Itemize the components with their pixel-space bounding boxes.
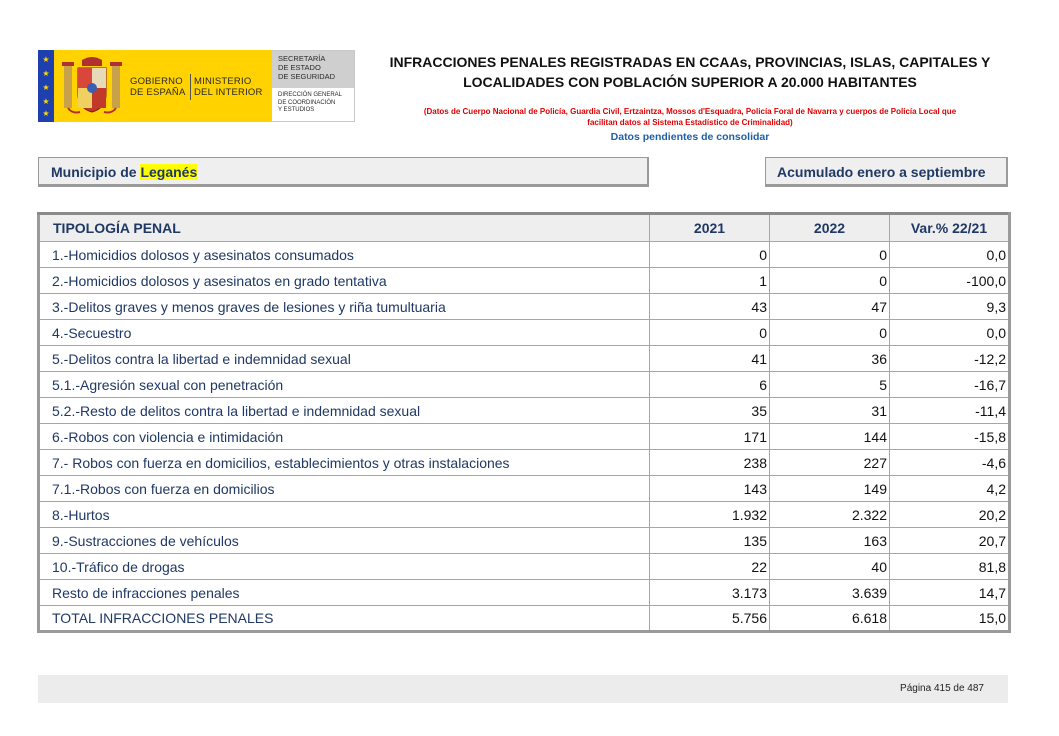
row-label: 5.1.-Agresión sexual con penetración: [39, 372, 650, 398]
row-label: 4.-Secuestro: [39, 320, 650, 346]
row-variation: 15,0: [890, 606, 1010, 632]
table-row: [39, 450, 1010, 476]
source-note: [385, 106, 995, 128]
gobierno-de-espana-text: [130, 76, 188, 98]
row-label: 7.- Robos con fuerza en domicilios, establecimientos y otras instalaciones: [39, 450, 650, 476]
sec-line-3: DE SEGURIDAD: [278, 72, 336, 81]
table-row: [39, 294, 1010, 320]
secretaria-block: [271, 50, 355, 122]
row-value-2022: 163: [770, 528, 890, 554]
source-note-line-1: (Datos de Cuerpo Nacional de Policía, Guardia Civil, Ertzaintza, Mossos d'Esquadra, Policía Foral de Navarra y cuerpos de Policía Local que: [423, 107, 957, 116]
header-tipologia: TIPOLOGÍA PENAL: [39, 214, 650, 242]
page-number: Página 415 de 487: [900, 683, 984, 694]
direccion-text: [278, 92, 342, 115]
row-value-2022: 6.618: [770, 606, 890, 632]
row-variation: -100,0: [890, 268, 1010, 294]
row-value-2022: 36: [770, 346, 890, 372]
row-value-2021: 22: [650, 554, 770, 580]
row-variation: -4,6: [890, 450, 1010, 476]
row-label: 9.-Sustracciones de vehículos: [39, 528, 650, 554]
row-value-2022: 3.639: [770, 580, 890, 606]
row-label: Resto de infracciones penales: [39, 580, 650, 606]
table-row: [39, 268, 1010, 294]
table-row: [39, 242, 1010, 268]
gov-line-1: GOBIERNO: [130, 76, 183, 87]
row-variation: 0,0: [890, 242, 1010, 268]
source-note-line-2: facilitan datos al Sistema Estadístico de Criminalidad): [587, 118, 793, 127]
table-row: [39, 320, 1010, 346]
sec-line-1: SECRETARÍA: [278, 54, 326, 63]
secretaria-top: [272, 51, 354, 88]
row-variation: -12,2: [890, 346, 1010, 372]
page-title: [385, 52, 995, 92]
title-line-2: LOCALIDADES CON POBLACIÓN SUPERIOR A 20.000 HABITANTES: [463, 74, 917, 90]
row-value-2022: 144: [770, 424, 890, 450]
dir-line-3: Y ESTUDIOS: [278, 107, 315, 114]
row-label: 1.-Homicidios dolosos y asesinatos consumados: [39, 242, 650, 268]
row-value-2021: 43: [650, 294, 770, 320]
row-variation: 4,2: [890, 476, 1010, 502]
logo-divider: [190, 74, 191, 100]
header-2022: 2022: [770, 214, 890, 242]
table-body: [39, 242, 1010, 632]
row-value-2022: 2.322: [770, 502, 890, 528]
row-variation: 14,7: [890, 580, 1010, 606]
table-row: [39, 346, 1010, 372]
eu-star-icon: ★: [42, 55, 50, 64]
row-label: 2.-Homicidios dolosos y asesinatos en grado tentativa: [39, 268, 650, 294]
pending-note: Datos pendientes de consolidar: [610, 131, 770, 143]
secretaria-text: [278, 54, 335, 81]
table-row: [39, 502, 1010, 528]
ministry-logo: [38, 50, 355, 122]
row-value-2021: 5.756: [650, 606, 770, 632]
row-value-2021: 1: [650, 268, 770, 294]
table-row: [39, 372, 1010, 398]
row-value-2021: 238: [650, 450, 770, 476]
row-variation: 0,0: [890, 320, 1010, 346]
row-value-2022: 5: [770, 372, 890, 398]
table-row: [39, 398, 1010, 424]
eu-flag-stripe: [38, 50, 54, 122]
row-variation: 81,8: [890, 554, 1010, 580]
row-label: 10.-Tráfico de drogas: [39, 554, 650, 580]
row-variation: -11,4: [890, 398, 1010, 424]
row-value-2022: 0: [770, 242, 890, 268]
dir-line-2: DE COORDINACIÓN: [278, 99, 336, 106]
page-footer: [38, 675, 1008, 703]
row-value-2022: 47: [770, 294, 890, 320]
municipality-box: [38, 157, 649, 187]
row-label: 6.-Robos con violencia e intimidación: [39, 424, 650, 450]
row-value-2022: 0: [770, 320, 890, 346]
row-label: 3.-Delitos graves y menos graves de lesiones y riña tumultuaria: [39, 294, 650, 320]
municipality-name: Leganés: [140, 164, 198, 180]
table-row: [39, 424, 1010, 450]
row-variation: 20,2: [890, 502, 1010, 528]
table-row: [39, 528, 1010, 554]
eu-star-icon: ★: [42, 97, 50, 106]
crime-table: [37, 212, 1011, 633]
row-value-2021: 0: [650, 320, 770, 346]
row-label: TOTAL INFRACCIONES PENALES: [39, 606, 650, 632]
row-value-2021: 6: [650, 372, 770, 398]
row-value-2021: 135: [650, 528, 770, 554]
ministerio-text: [194, 76, 270, 98]
row-value-2021: 143: [650, 476, 770, 502]
row-value-2021: 3.173: [650, 580, 770, 606]
row-variation: 9,3: [890, 294, 1010, 320]
row-value-2021: 1.932: [650, 502, 770, 528]
row-value-2021: 35: [650, 398, 770, 424]
municipality-label: Municipio de: [51, 164, 137, 180]
header-2021: 2021: [650, 214, 770, 242]
row-value-2022: 31: [770, 398, 890, 424]
dir-line-1: DIRECCIÓN GENERAL: [278, 92, 343, 98]
row-value-2022: 227: [770, 450, 890, 476]
row-label: 5.2.-Resto de delitos contra la libertad e indemnidad sexual: [39, 398, 650, 424]
period-box: Acumulado enero a septiembre: [765, 157, 1008, 187]
min-line-2: DEL INTERIOR: [194, 87, 263, 98]
table-row: [39, 554, 1010, 580]
row-variation: 20,7: [890, 528, 1010, 554]
eu-star-icon: ★: [42, 83, 50, 92]
row-value-2022: 149: [770, 476, 890, 502]
min-line-1: MINISTERIO: [194, 76, 252, 87]
row-label: 7.1.-Robos con fuerza en domicilios: [39, 476, 650, 502]
coat-of-arms-icon: [62, 54, 122, 118]
table-header-row: [39, 214, 1010, 242]
table-row: [39, 606, 1010, 632]
row-value-2021: 171: [650, 424, 770, 450]
header-variation: Var.% 22/21: [890, 214, 1010, 242]
row-variation: -15,8: [890, 424, 1010, 450]
eu-star-icon: ★: [42, 69, 50, 78]
gov-line-2: DE ESPAÑA: [130, 87, 186, 98]
row-label: 8.-Hurtos: [39, 502, 650, 528]
table-row: [39, 476, 1010, 502]
row-value-2022: 40: [770, 554, 890, 580]
row-variation: -16,7: [890, 372, 1010, 398]
row-value-2021: 0: [650, 242, 770, 268]
sec-line-2: DE ESTADO: [278, 63, 321, 72]
title-line-1: INFRACCIONES PENALES REGISTRADAS EN CCAAs, PROVINCIAS, ISLAS, CAPITALES Y: [389, 54, 991, 70]
table-row: [39, 580, 1010, 606]
row-label: 5.-Delitos contra la libertad e indemnidad sexual: [39, 346, 650, 372]
eu-star-icon: ★: [42, 109, 50, 118]
row-value-2022: 0: [770, 268, 890, 294]
row-value-2021: 41: [650, 346, 770, 372]
